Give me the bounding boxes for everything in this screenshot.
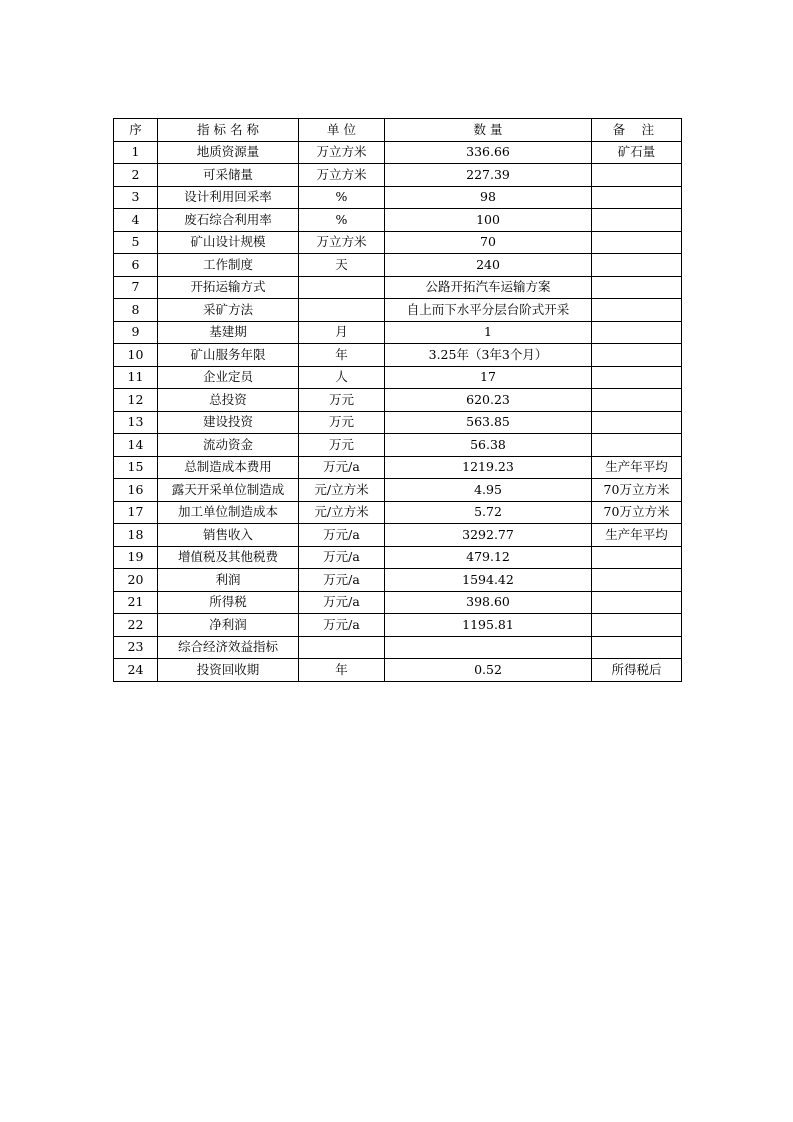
cell-unit: 万元/a: [299, 591, 385, 614]
table-row: [114, 546, 682, 569]
cell-name: 设计利用回采率: [158, 186, 299, 209]
table-row: [114, 299, 682, 322]
cell-seq: 16: [114, 479, 158, 502]
cell-name: 增值税及其他税费: [158, 546, 299, 569]
cell-qty: 3.25年（3年3个月）: [385, 344, 592, 367]
cell-qty: 0.52: [385, 659, 592, 682]
cell-seq: 18: [114, 524, 158, 547]
table-row: [114, 569, 682, 592]
header-unit: 单 位: [299, 119, 385, 142]
table-row: [114, 231, 682, 254]
cell-name: 基建期: [158, 321, 299, 344]
cell-name: 利润: [158, 569, 299, 592]
cell-seq: 8: [114, 299, 158, 322]
cell-unit: 元/立方米: [299, 501, 385, 524]
cell-name: 废石综合利用率: [158, 209, 299, 232]
table-row: [114, 186, 682, 209]
cell-qty: 17: [385, 366, 592, 389]
cell-seq: 13: [114, 411, 158, 434]
cell-unit: 万元/a: [299, 456, 385, 479]
cell-seq: 20: [114, 569, 158, 592]
cell-name: 可采储量: [158, 164, 299, 187]
cell-name: 矿山服务年限: [158, 344, 299, 367]
cell-note: 矿石量: [592, 141, 682, 164]
cell-qty: 98: [385, 186, 592, 209]
cell-note: [592, 614, 682, 637]
cell-qty: 563.85: [385, 411, 592, 434]
cell-seq: 14: [114, 434, 158, 457]
cell-note: [592, 411, 682, 434]
cell-name: 矿山设计规模: [158, 231, 299, 254]
cell-qty: 479.12: [385, 546, 592, 569]
table-row: [114, 141, 682, 164]
cell-seq: 11: [114, 366, 158, 389]
cell-note: [592, 366, 682, 389]
cell-seq: 4: [114, 209, 158, 232]
cell-qty: 227.39: [385, 164, 592, 187]
cell-name: 企业定员: [158, 366, 299, 389]
cell-name: 总投资: [158, 389, 299, 412]
cell-note: 生产年平均: [592, 456, 682, 479]
cell-seq: 19: [114, 546, 158, 569]
header-note: 备 注: [592, 119, 682, 142]
cell-note: [592, 276, 682, 299]
cell-note: [592, 231, 682, 254]
cell-note: [592, 299, 682, 322]
cell-qty: 自上而下水平分层台阶式开采: [385, 299, 592, 322]
cell-seq: 1: [114, 141, 158, 164]
cell-note: 所得税后: [592, 659, 682, 682]
indicator-table: [113, 118, 682, 682]
table-row: [114, 479, 682, 502]
cell-note: [592, 591, 682, 614]
table-row: [114, 659, 682, 682]
cell-qty: 公路开拓汽车运输方案: [385, 276, 592, 299]
cell-name: 总制造成本费用: [158, 456, 299, 479]
cell-unit: 万元: [299, 434, 385, 457]
cell-unit: %: [299, 186, 385, 209]
cell-name: 综合经济效益指标: [158, 636, 299, 659]
cell-note: [592, 164, 682, 187]
header-qty: 数 量: [385, 119, 592, 142]
table-row: [114, 591, 682, 614]
cell-unit: 元/立方米: [299, 479, 385, 502]
cell-note: [592, 389, 682, 412]
cell-name: 露天开采单位制造成: [158, 479, 299, 502]
cell-unit: [299, 276, 385, 299]
cell-note: [592, 254, 682, 277]
cell-unit: 万立方米: [299, 141, 385, 164]
cell-unit: %: [299, 209, 385, 232]
cell-name: 所得税: [158, 591, 299, 614]
cell-note: [592, 186, 682, 209]
table-row: [114, 614, 682, 637]
table-row: [114, 434, 682, 457]
cell-qty: 1195.81: [385, 614, 592, 637]
cell-qty: 620.23: [385, 389, 592, 412]
cell-qty: 336.66: [385, 141, 592, 164]
cell-qty: 56.38: [385, 434, 592, 457]
cell-seq: 2: [114, 164, 158, 187]
table-row: [114, 366, 682, 389]
cell-unit: 万立方米: [299, 164, 385, 187]
cell-name: 采矿方法: [158, 299, 299, 322]
cell-qty: 4.95: [385, 479, 592, 502]
cell-seq: 22: [114, 614, 158, 637]
cell-seq: 24: [114, 659, 158, 682]
cell-unit: [299, 299, 385, 322]
table-header: [114, 119, 682, 142]
header-seq: 序: [114, 119, 158, 142]
cell-unit: 万元/a: [299, 569, 385, 592]
table-row: [114, 524, 682, 547]
cell-seq: 6: [114, 254, 158, 277]
cell-note: 生产年平均: [592, 524, 682, 547]
cell-seq: 15: [114, 456, 158, 479]
cell-qty: 240: [385, 254, 592, 277]
cell-qty: 100: [385, 209, 592, 232]
cell-seq: 9: [114, 321, 158, 344]
table-row: [114, 164, 682, 187]
cell-qty: 70: [385, 231, 592, 254]
table-row: [114, 636, 682, 659]
cell-unit: [299, 636, 385, 659]
cell-name: 开拓运输方式: [158, 276, 299, 299]
cell-seq: 10: [114, 344, 158, 367]
table-body: [114, 141, 682, 681]
cell-unit: 万元: [299, 389, 385, 412]
cell-unit: 人: [299, 366, 385, 389]
cell-note: 70万立方米: [592, 479, 682, 502]
cell-unit: 万元/a: [299, 546, 385, 569]
table-row: [114, 209, 682, 232]
cell-unit: 月: [299, 321, 385, 344]
cell-name: 工作制度: [158, 254, 299, 277]
table-row: [114, 321, 682, 344]
cell-note: [592, 434, 682, 457]
table-row: [114, 411, 682, 434]
cell-seq: 7: [114, 276, 158, 299]
cell-name: 投资回收期: [158, 659, 299, 682]
cell-unit: 天: [299, 254, 385, 277]
cell-seq: 5: [114, 231, 158, 254]
cell-seq: 3: [114, 186, 158, 209]
cell-seq: 17: [114, 501, 158, 524]
cell-seq: 12: [114, 389, 158, 412]
table-row: [114, 456, 682, 479]
cell-note: [592, 209, 682, 232]
cell-qty: 1594.42: [385, 569, 592, 592]
cell-name: 净利润: [158, 614, 299, 637]
cell-qty: [385, 636, 592, 659]
table-row: [114, 276, 682, 299]
table-row: [114, 254, 682, 277]
header-name: 指 标 名 称: [158, 119, 299, 142]
cell-unit: 万元/a: [299, 524, 385, 547]
cell-seq: 21: [114, 591, 158, 614]
cell-unit: 年: [299, 659, 385, 682]
cell-qty: 3292.77: [385, 524, 592, 547]
table-row: [114, 344, 682, 367]
header-row: [114, 119, 682, 142]
cell-name: 销售收入: [158, 524, 299, 547]
table-row: [114, 389, 682, 412]
cell-unit: 年: [299, 344, 385, 367]
cell-note: 70万立方米: [592, 501, 682, 524]
cell-seq: 23: [114, 636, 158, 659]
cell-name: 建设投资: [158, 411, 299, 434]
cell-note: [592, 569, 682, 592]
cell-name: 流动资金: [158, 434, 299, 457]
cell-name: 地质资源量: [158, 141, 299, 164]
cell-note: [592, 321, 682, 344]
cell-qty: 1: [385, 321, 592, 344]
cell-note: [592, 546, 682, 569]
cell-unit: 万元/a: [299, 614, 385, 637]
cell-qty: 5.72: [385, 501, 592, 524]
cell-name: 加工单位制造成本: [158, 501, 299, 524]
cell-qty: 1219.23: [385, 456, 592, 479]
table-row: [114, 501, 682, 524]
cell-unit: 万立方米: [299, 231, 385, 254]
cell-unit: 万元: [299, 411, 385, 434]
cell-note: [592, 344, 682, 367]
cell-note: [592, 636, 682, 659]
cell-qty: 398.60: [385, 591, 592, 614]
